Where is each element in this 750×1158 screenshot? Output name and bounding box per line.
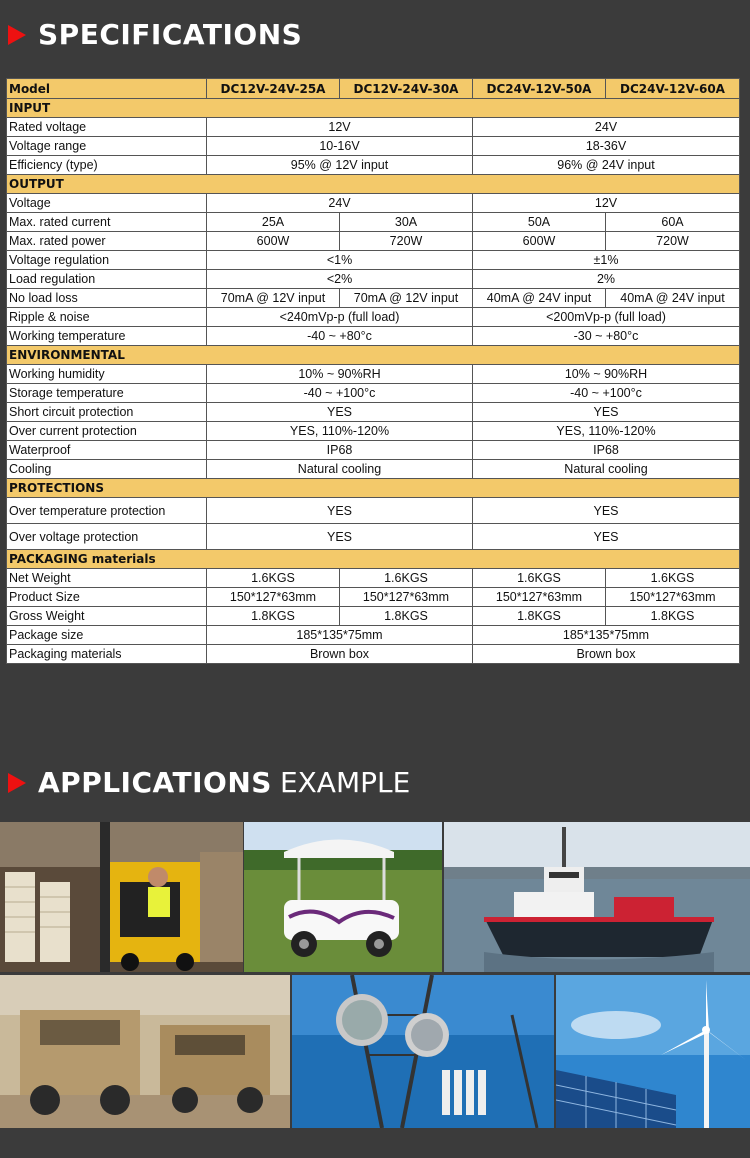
cell: 50A (473, 213, 606, 232)
cell: 185*135*75mm (473, 626, 740, 645)
applications-title: APPLICATIONS (38, 766, 272, 799)
row-label: Package size (7, 626, 207, 645)
telecom-tower-photo (292, 975, 554, 1128)
cell: 24V (207, 194, 473, 213)
header-model-2: DC12V-24V-30A (340, 79, 473, 99)
cell: 70mA @ 12V input (207, 289, 340, 308)
table-row (7, 194, 740, 213)
table-row (7, 588, 740, 607)
table-row (7, 607, 740, 626)
row-label: Efficiency (type) (7, 156, 207, 175)
cell: 1.8KGS (207, 607, 340, 626)
cell: 1.8KGS (340, 607, 473, 626)
section-label: INPUT (7, 99, 740, 118)
red-arrow-icon (8, 773, 26, 793)
row-label: Working humidity (7, 365, 207, 384)
table-row (7, 137, 740, 156)
golf-cart-photo (244, 822, 442, 972)
cell: Brown box (473, 645, 740, 664)
header-model-1: DC12V-24V-25A (207, 79, 340, 99)
cell: YES (473, 524, 740, 550)
row-label: Cooling (7, 460, 207, 479)
cell: 12V (473, 194, 740, 213)
cell: 150*127*63mm (606, 588, 740, 607)
cell: Brown box (207, 645, 473, 664)
table-row (7, 365, 740, 384)
table-row (7, 156, 740, 175)
cell: 150*127*63mm (473, 588, 606, 607)
section-row-environmental (7, 346, 740, 365)
row-label: Packaging materials (7, 645, 207, 664)
cell: Natural cooling (207, 460, 473, 479)
cell: IP68 (473, 441, 740, 460)
cell: -30 ~ +80°c (473, 327, 740, 346)
cell: <200mVp-p (full load) (473, 308, 740, 327)
cell: 720W (340, 232, 473, 251)
cell: ±1% (473, 251, 740, 270)
specifications-heading (8, 18, 302, 51)
cell: YES (207, 403, 473, 422)
cell: 1.8KGS (606, 607, 740, 626)
cell: 12V (207, 118, 473, 137)
row-label: Voltage regulation (7, 251, 207, 270)
table-header-row (7, 79, 740, 99)
section-label: PACKAGING materials (7, 550, 740, 569)
row-label: Working temperature (7, 327, 207, 346)
section-label: OUTPUT (7, 175, 740, 194)
cell: 60A (606, 213, 740, 232)
cell: 18-36V (473, 137, 740, 156)
row-label: Over temperature protection (7, 498, 207, 524)
section-row-input (7, 99, 740, 118)
cell: 10% ~ 90%RH (207, 365, 473, 384)
table-row (7, 289, 740, 308)
row-label: Net Weight (7, 569, 207, 588)
table-row (7, 645, 740, 664)
cell: 720W (606, 232, 740, 251)
cell: 150*127*63mm (340, 588, 473, 607)
table-row (7, 460, 740, 479)
cell: 1.8KGS (473, 607, 606, 626)
row-label: Product Size (7, 588, 207, 607)
cell: 1.6KGS (207, 569, 340, 588)
cell: 70mA @ 12V input (340, 289, 473, 308)
cell: 25A (207, 213, 340, 232)
cell: <2% (207, 270, 473, 289)
red-arrow-icon (8, 25, 26, 45)
row-label: Ripple & noise (7, 308, 207, 327)
cell: 1.6KGS (473, 569, 606, 588)
row-label: Max. rated power (7, 232, 207, 251)
specifications-table (6, 78, 740, 664)
row-label: Over voltage protection (7, 524, 207, 550)
header-model-3: DC24V-12V-50A (473, 79, 606, 99)
table-row (7, 251, 740, 270)
table-row (7, 384, 740, 403)
table-row (7, 308, 740, 327)
applications-heading (8, 766, 410, 799)
cell: 96% @ 24V input (473, 156, 740, 175)
cell: 30A (340, 213, 473, 232)
forklift-warehouse-photo (0, 822, 243, 972)
cell: 185*135*75mm (207, 626, 473, 645)
table-row (7, 569, 740, 588)
cell: 1.6KGS (606, 569, 740, 588)
table-row (7, 441, 740, 460)
tugboat-photo (444, 822, 750, 972)
cell: <240mVp-p (full load) (207, 308, 473, 327)
cell: 10-16V (207, 137, 473, 156)
section-label: PROTECTIONS (7, 479, 740, 498)
row-label: Max. rated current (7, 213, 207, 232)
table-row (7, 213, 740, 232)
wind-turbine-solar-photo (556, 975, 750, 1128)
cell: 150*127*63mm (207, 588, 340, 607)
header-model-4: DC24V-12V-60A (606, 79, 740, 99)
applications-subtitle: EXAMPLE (279, 766, 411, 799)
cell: YES, 110%-120% (473, 422, 740, 441)
row-label: Load regulation (7, 270, 207, 289)
table-row (7, 118, 740, 137)
cell: IP68 (207, 441, 473, 460)
cell: 40mA @ 24V input (473, 289, 606, 308)
cell: YES (207, 498, 473, 524)
table-row (7, 327, 740, 346)
table-row (7, 270, 740, 289)
section-row-packaging (7, 550, 740, 569)
section-label: ENVIRONMENTAL (7, 346, 740, 365)
cell: 10% ~ 90%RH (473, 365, 740, 384)
cell: -40 ~ +100°c (473, 384, 740, 403)
row-label: No load loss (7, 289, 207, 308)
cell: 600W (207, 232, 340, 251)
cell: YES (473, 403, 740, 422)
header-model: Model (7, 79, 207, 99)
table-row (7, 403, 740, 422)
table-row (7, 232, 740, 251)
row-label: Voltage (7, 194, 207, 213)
cell: 600W (473, 232, 606, 251)
cell: Natural cooling (473, 460, 740, 479)
cell: -40 ~ +100°c (207, 384, 473, 403)
applications-photo-grid (0, 822, 750, 1128)
row-label: Rated voltage (7, 118, 207, 137)
cell: 24V (473, 118, 740, 137)
row-label: Gross Weight (7, 607, 207, 626)
section-row-output (7, 175, 740, 194)
section-row-protections (7, 479, 740, 498)
cell: -40 ~ +80°c (207, 327, 473, 346)
cell: <1% (207, 251, 473, 270)
table-row (7, 498, 740, 524)
cell: YES, 110%-120% (207, 422, 473, 441)
cell: YES (473, 498, 740, 524)
cell: YES (207, 524, 473, 550)
row-label: Short circuit protection (7, 403, 207, 422)
specifications-title: SPECIFICATIONS (38, 18, 303, 51)
cell: 1.6KGS (340, 569, 473, 588)
cell: 40mA @ 24V input (606, 289, 740, 308)
row-label: Voltage range (7, 137, 207, 156)
military-vehicle-photo (0, 975, 290, 1128)
cell: 95% @ 12V input (207, 156, 473, 175)
cell: 2% (473, 270, 740, 289)
row-label: Storage temperature (7, 384, 207, 403)
row-label: Waterproof (7, 441, 207, 460)
table-row (7, 524, 740, 550)
table-row (7, 626, 740, 645)
row-label: Over current protection (7, 422, 207, 441)
table-row (7, 422, 740, 441)
